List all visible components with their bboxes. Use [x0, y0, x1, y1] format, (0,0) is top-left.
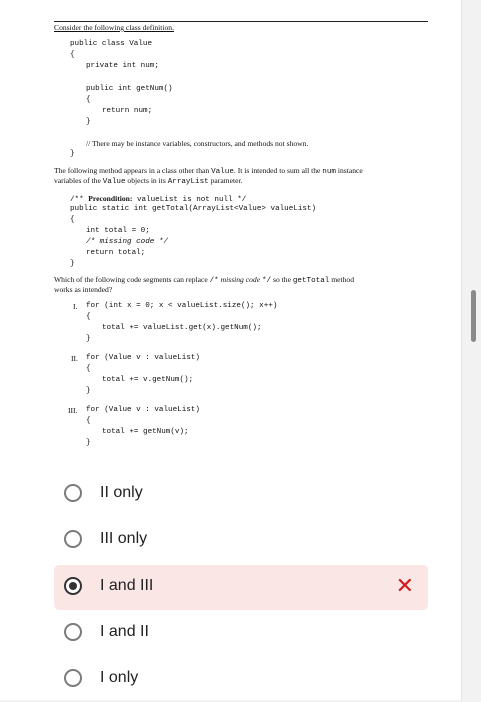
segment-3-number: III. [68, 406, 78, 415]
radio-button[interactable] [64, 669, 82, 687]
missing-code-comment: /* missing code */ [86, 238, 169, 246]
code-line: total += valueList.get(x).getNum(); [102, 324, 262, 332]
code-line: for (int x = 0; x < valueList.size(); x++) [86, 302, 278, 310]
radio-button[interactable] [64, 623, 82, 641]
precondition-comment: /** Precondition: valueList is not null */ [70, 194, 247, 204]
radio-button-selected[interactable] [64, 577, 82, 595]
code-line: { [86, 96, 91, 104]
code-line: { [70, 216, 75, 224]
answer-option-i-only[interactable] [54, 657, 428, 702]
option-label: I and III [100, 577, 154, 594]
code-line: } [70, 150, 75, 158]
which-question-line-1: Which of the following code segments can replace /* missing code */ so the getTotal method [54, 275, 355, 285]
code-line: return total; [86, 249, 146, 257]
code-line: } [86, 335, 91, 343]
code-line: total += v.getNum(); [102, 376, 194, 384]
answer-option-i-and-ii[interactable] [54, 611, 428, 656]
code-line: total += getNum(v); [102, 428, 189, 436]
answer-option-i-and-iii[interactable] [54, 565, 428, 610]
which-question-line-2: works as intended? [54, 285, 113, 294]
option-label: I and II [100, 623, 149, 640]
incorrect-x-icon: ✕ [395, 574, 414, 599]
radio-button[interactable] [64, 484, 82, 502]
code-line: } [86, 118, 91, 126]
code-comment: // There may be instance variables, constructors, and methods not shown. [86, 139, 309, 148]
code-line: int total = 0; [86, 227, 150, 235]
radio-button[interactable] [64, 530, 82, 548]
segment-1-number: I. [73, 302, 78, 311]
code-line: } [70, 260, 75, 268]
code-line: } [86, 387, 91, 395]
top-divider [54, 21, 428, 22]
code-line: { [86, 417, 91, 425]
code-line: for (Value v : valueList) [86, 354, 200, 362]
code-line: { [86, 313, 91, 321]
code-line: for (Value v : valueList) [86, 406, 200, 414]
intro-text: Consider the following class definition. [54, 23, 175, 32]
description-line-1: The following method appears in a class other than Value. It is intended to sum all the num instance [54, 166, 363, 176]
option-label: I only [100, 669, 139, 686]
segment-2-number: II. [71, 354, 78, 363]
code-line: public int getNum() [86, 85, 173, 93]
answer-option-ii-only[interactable] [54, 472, 428, 517]
code-line: public class Value [70, 40, 153, 48]
code-line: } [86, 439, 91, 447]
code-line: { [86, 365, 91, 373]
method-signature: public static int getTotal(ArrayList<Value> valueList) [70, 205, 317, 213]
scrollbar-thumb[interactable] [471, 290, 476, 342]
code-line: return num; [102, 107, 153, 115]
option-label: II only [100, 484, 143, 501]
option-label: III only [100, 530, 148, 547]
code-line: { [70, 51, 75, 59]
description-line-2: variables of the Value objects in its ArrayList parameter. [54, 176, 243, 186]
answer-option-iii-only[interactable] [54, 518, 428, 563]
code-line: private int num; [86, 62, 159, 70]
